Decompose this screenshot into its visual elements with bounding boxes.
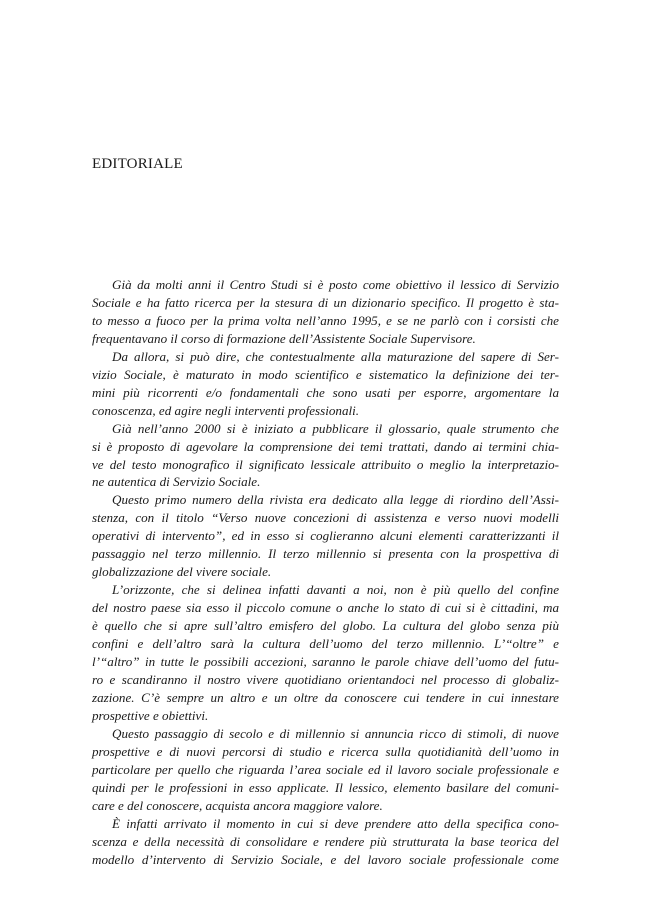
text-line: confini e dell’altro sarà la cultura dell’uomo del terzo millennio. L’“oltre” e <box>92 636 559 652</box>
text-line: Da allora, si può dire, che contestualmente alla maturazione del sapere di Ser- <box>112 348 559 364</box>
text-line: quindi per le professioni in esso applicate. Il lessico, elemento basilare del comuni- <box>92 779 559 795</box>
text-line: È infatti arrivato il momento in cui si deve prendere atto della specifica cono- <box>112 815 559 831</box>
text-line: del nostro paese sia esso il piccolo comune o anche lo stato di cui si è cittadini, ma <box>92 600 559 616</box>
text-line: Questo primo numero della rivista era dedicato alla legge di riordino dell’Assi- <box>112 492 559 508</box>
text-line: stenza, con il titolo “Verso nuove concezioni di assistenza e verso nuovi modelli <box>92 510 559 526</box>
text-line: prospettive e obiettivi. <box>92 707 209 723</box>
text-line: ve del testo monografico il significato lessicale attribuito o meglio la interpretazio- <box>92 456 559 472</box>
text-line: Già da molti anni il Centro Studi si è posto come obiettivo il lessico di Servizio <box>112 277 559 292</box>
text-line: modello d’intervento di Servizio Sociale, e del lavoro sociale professionale come <box>92 851 559 867</box>
text-line: si è proposto di agevolare la comprensione dei temi trattati, dando ai termini chia- <box>92 438 559 454</box>
text-line: globalizzazione del vivere sociale. <box>92 564 272 580</box>
text-line: to messo a fuoco per la prima volta nell’anno 1995, e se ne parlò con i corsisti che <box>92 312 559 328</box>
text-line: Questo passaggio di secolo e di millennio si annuncia ricco di stimoli, di nuove <box>112 725 559 741</box>
text-line: ne autentica di Servizio Sociale. <box>92 474 261 490</box>
text-line: L’orizzonte, che si delinea infatti davanti a noi, non è più quello del confine <box>112 582 559 598</box>
text-line: Già nell’anno 2000 si è iniziato a pubblicare il glossario, quale strumento che <box>112 420 559 436</box>
text-line: zazione. C’è sempre un altro e un oltre da conoscere cui tendere in cui innestare <box>92 689 559 705</box>
text-line: l’“altro” in tutte le possibili accezioni, saranno le parole chiave dell’uomo del futu- <box>92 654 559 670</box>
editorial-body <box>92 276 559 868</box>
page-title: EDITORIALE <box>92 156 183 172</box>
text-line: prospettive e di nuovi percorsi di studio e ricerca sulla quotidianità dell’uomo in <box>92 743 559 759</box>
text-line: ro e scandiranno il nostro vivere quotidiano orientandoci nel processo di globaliz- <box>92 671 559 687</box>
text-line: particolare per quello che riguarda l’area sociale ed il lavoro sociale professionale e <box>92 761 559 777</box>
text-line: è quello che si apre sull’altro emisfero del globo. La cultura del globo senza più <box>92 618 559 634</box>
text-line: Sociale e ha fatto ricerca per la stesura di un dizionario specifico. Il progetto è sta- <box>92 294 559 310</box>
text-line: operativi di intervento”, ed in esso si coglieranno alcuni elementi caratterizzanti il <box>92 528 559 544</box>
text-line: conoscenza, ed agire negli interventi professionali. <box>92 402 360 418</box>
text-line: care e del conoscere, acquista ancora maggiore valore. <box>92 797 383 813</box>
text-line: mini più ricorrenti e/o fondamentali che sono usati per esporre, argomentare la <box>92 384 559 400</box>
text-line: scenza e della necessità di consolidare e rendere più strutturata la base teorica del <box>92 833 559 849</box>
text-line: frequentavano il corso di formazione dell’Assistente Sociale Supervisore. <box>92 330 476 346</box>
text-line: passaggio nel terzo millennio. Il terzo millennio si presenta con la prospettiva di <box>92 546 559 562</box>
text-line: vizio Sociale, è maturato in modo scientifico e sistematico la definizione dei ter- <box>92 366 559 382</box>
